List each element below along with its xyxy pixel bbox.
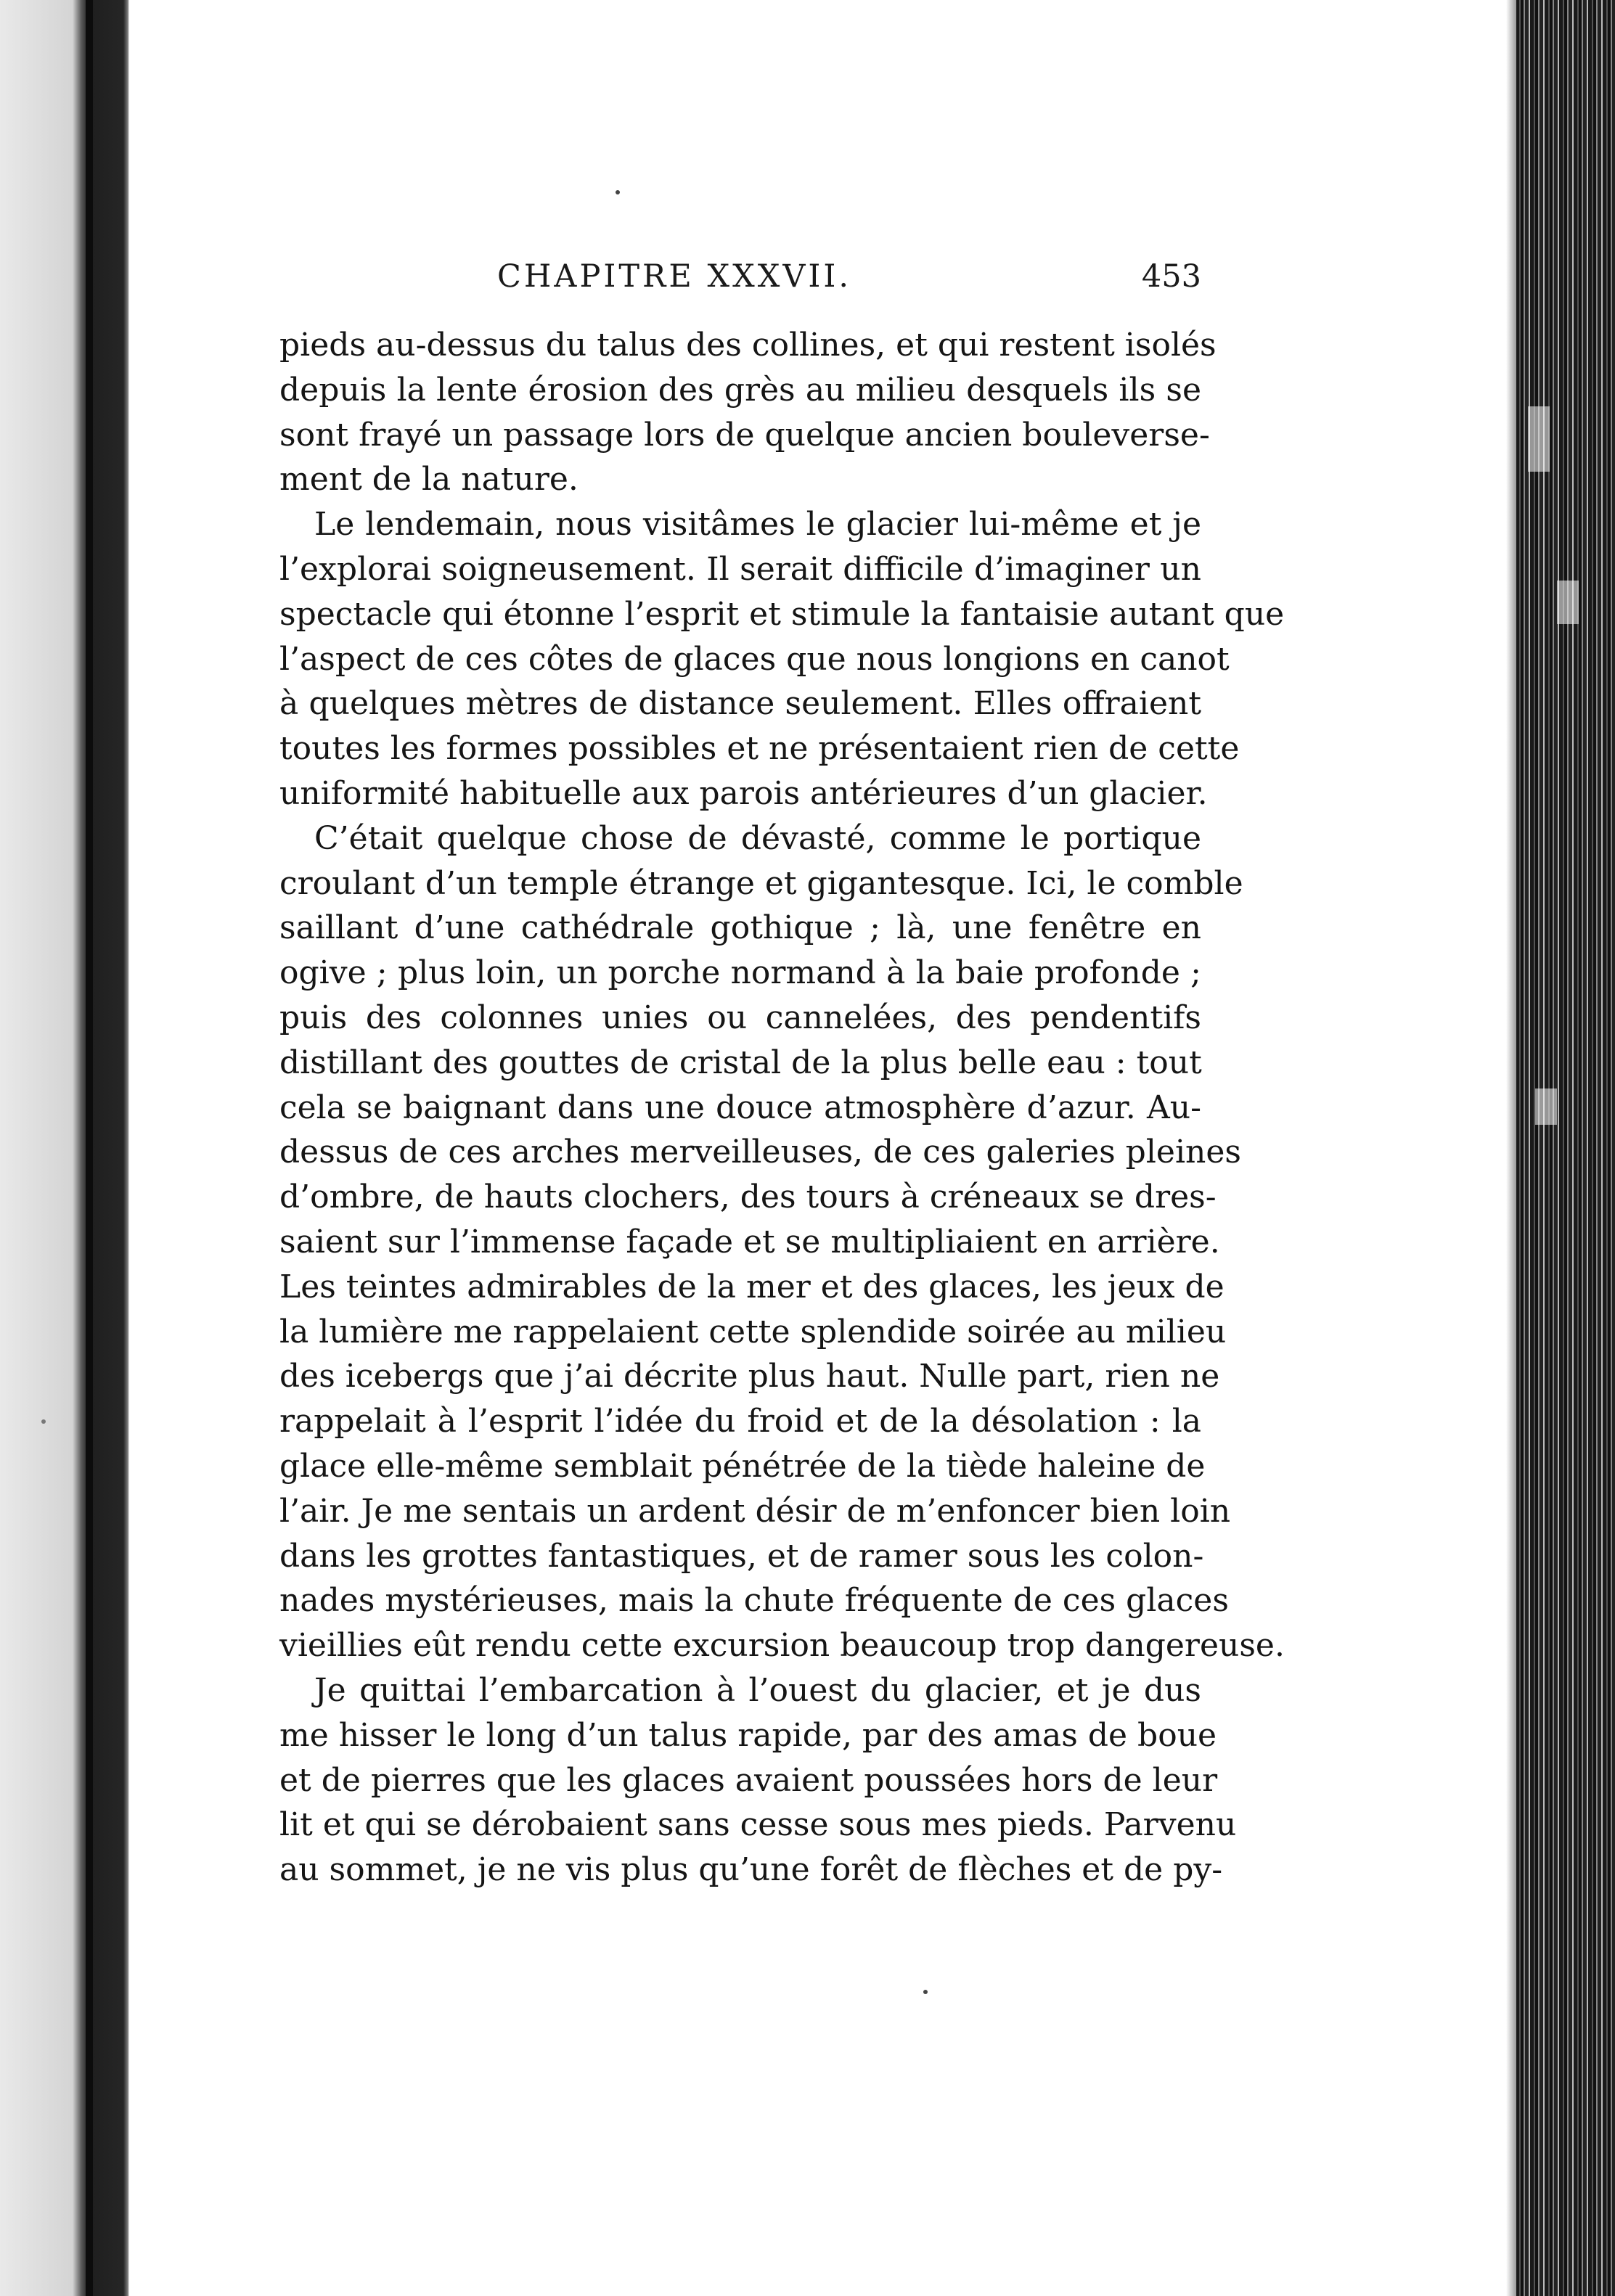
running-header <box>279 258 1201 302</box>
text-line: la lumière me rappelaient cette splendide soirée au milieu <box>279 1313 1227 1350</box>
text-line: puis des colonnes unies ou cannelées, des pendentifs <box>279 999 1201 1036</box>
text-line: ogive ; plus loin, un porche normand à la baie profonde ; <box>279 954 1201 992</box>
text-line: et de pierres que les glaces avaient poussées hors de leur <box>279 1761 1218 1799</box>
text-line: ment de la nature. <box>279 461 578 499</box>
text-line: à quelques mètres de distance seulement. Elles offraient <box>279 685 1201 723</box>
text-line: saient sur l’immense façade et se multipliaient en arrière. <box>279 1223 1220 1260</box>
page-edge-speckle <box>1528 406 1550 472</box>
text-line: toutes les formes possibles et ne présentaient rien de cette <box>279 730 1240 768</box>
text-line: sont frayé un passage lors de quelque ancien bouleverse- <box>279 416 1210 454</box>
text-line: lit et qui se dérobaient sans cesse sous mes pieds. Parvenu <box>279 1806 1237 1844</box>
text-line: Je quittai l’embarcation à l’ouest du glacier, et je dus <box>314 1671 1201 1709</box>
text-line: nades mystérieuses, mais la chute fréquente de ces glaces <box>279 1582 1229 1620</box>
body-text <box>279 323 1285 1893</box>
print-speck <box>616 190 620 194</box>
text-line: des icebergs que j’ai décrite plus haut. Nulle part, rien ne <box>279 1358 1220 1395</box>
text-line: au sommet, je ne vis plus qu’une forêt de flèches et de py- <box>279 1851 1223 1889</box>
text-line: rappelait à l’esprit l’idée du froid et de la désolation : la <box>279 1403 1201 1440</box>
text-line: l’aspect de ces côtes de glaces que nous longions en canot <box>279 640 1230 678</box>
text-line: d’ombre, de hauts clochers, des tours à créneaux se dres- <box>279 1178 1217 1216</box>
text-line: Le lendemain, nous visitâmes le glacier lui-même et je <box>314 506 1201 544</box>
text-line: saillant d’une cathédrale gothique ; là, une fenêtre en <box>279 909 1201 947</box>
text-line: Les teintes admirables de la mer et des glaces, les jeux de <box>279 1268 1224 1305</box>
print-speck <box>41 1419 46 1424</box>
text-line: C’était quelque chose de dévasté, comme le portique <box>314 819 1201 857</box>
text-line: uniformité habituelle aux parois antérieures d’un glacier. <box>279 774 1208 812</box>
binding-edge <box>86 0 93 2296</box>
text-line: l’air. Je me sentais un ardent désir de m’enfoncer bien loin <box>279 1492 1231 1530</box>
text-line: croulant d’un temple étrange et gigantesque. Ici, le comble <box>279 864 1243 902</box>
text-line: vieillies eût rendu cette excursion beaucoup trop dangereuse. <box>279 1627 1285 1665</box>
text-line: cela se baignant dans une douce atmosphère d’azur. Au- <box>279 1088 1201 1126</box>
right-page-edges <box>1506 0 1615 2296</box>
text-line: spectacle qui étonne l’esprit et stimule la fantaisie autant que <box>279 595 1285 633</box>
print-speck <box>923 1990 928 1994</box>
page-edge-shade <box>1506 0 1516 2296</box>
running-title: CHAPITRE XXXVII. <box>497 258 852 295</box>
page-edge-speckle <box>1535 1088 1557 1125</box>
text-line: me hisser le long d’un talus rapide, par des amas de boue <box>279 1716 1217 1754</box>
text-line: dans les grottes fantastiques, et de ramer sous les colon- <box>279 1537 1204 1575</box>
text-line: l’explorai soigneusement. Il serait difficile d’imaginer un <box>279 550 1201 588</box>
text-line: distillant des gouttes de cristal de la plus belle eau : tout <box>279 1044 1202 1081</box>
text-line: pieds au-dessus du talus des collines, et qui restent isolés <box>279 327 1217 364</box>
page-number: 453 <box>1141 258 1201 295</box>
left-binding-shadow <box>0 0 129 2296</box>
text-line: depuis la lente érosion des grès au milieu desquels ils se <box>279 371 1201 409</box>
page-edge-speckle <box>1557 581 1579 624</box>
text-line: glace elle-même semblait pénétrée de la tiède haleine de <box>279 1447 1206 1485</box>
text-line: dessus de ces arches merveilleuses, de ces galeries pleines <box>279 1133 1241 1171</box>
